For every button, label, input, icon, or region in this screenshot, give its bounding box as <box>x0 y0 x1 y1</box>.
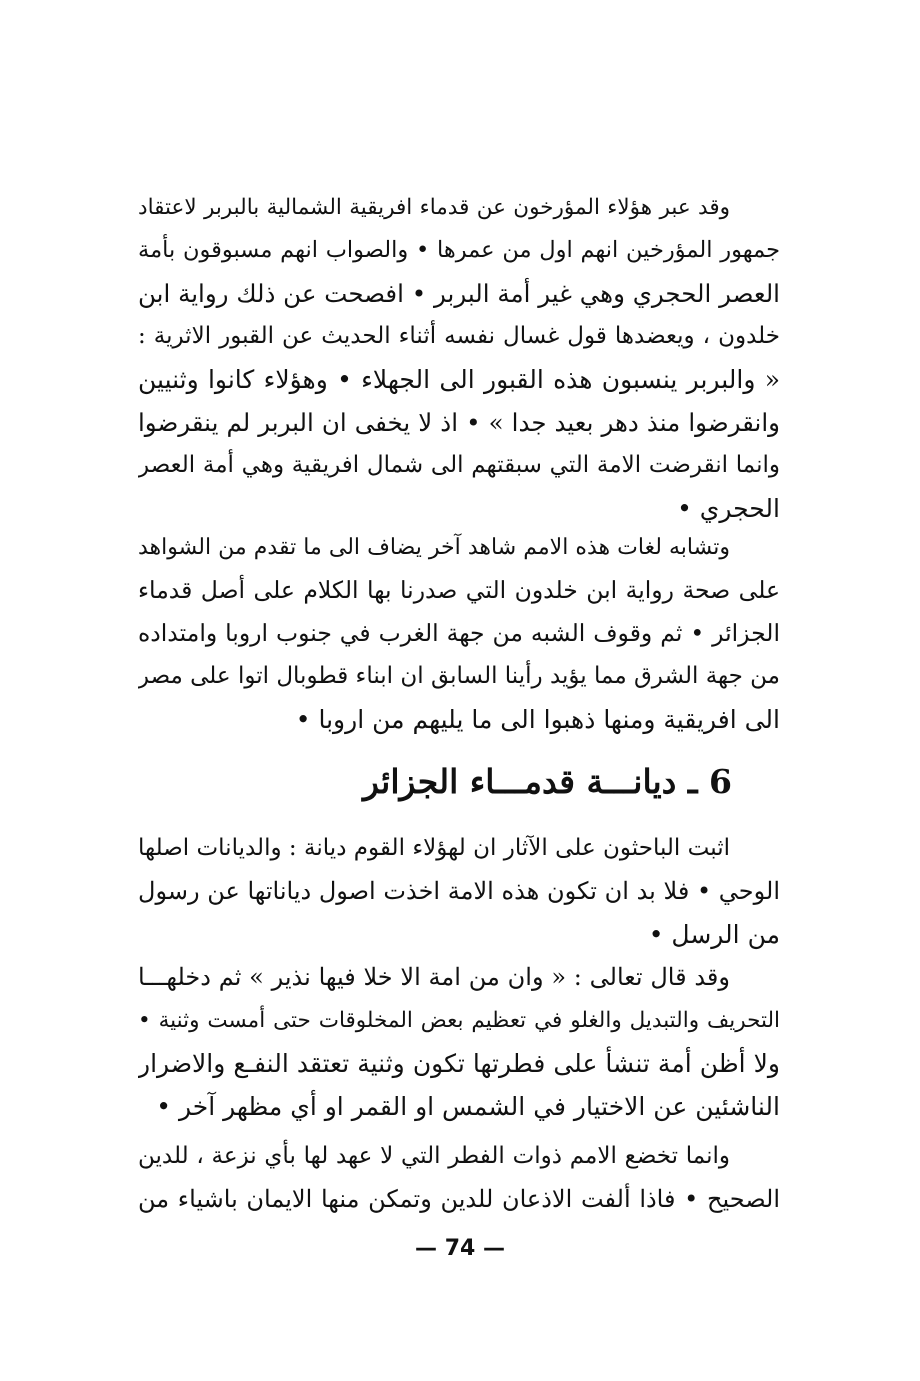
paragraph-language-similarity <box>138 526 780 741</box>
text-line: وقد قال تعالى : « وان من امة الا خلا فيها نذير » ثم دخلهـــا <box>138 963 730 991</box>
text-line: وانقرضوا منذ دهر بعيد جدا » • اذ لا يخفى ان البربر لم ينقرضوا <box>138 408 780 437</box>
text-line: وتشابه لغات هذه الامم شاهد آخر يضاف الى ما تقدم من الشواهد <box>138 535 730 560</box>
text-line: الناشئين عن الاختيار في الشمس او القمر او أي مظهر آخر • <box>156 1092 780 1121</box>
text-line: الى افريقية ومنها ذهبوا الى ما يليهم من اروبا • <box>295 705 780 734</box>
text-line: من جهة الشرق مما يؤيد رأينا السابق ان ابناء قطوبال اتوا على مصر <box>138 663 780 689</box>
text-line: الحجري • <box>677 494 780 523</box>
paragraph-quran-quote <box>138 956 780 1128</box>
text-line: جمهور المؤرخين انهم اول من عمرها • والصواب انهم مسبوقون بأمة <box>138 237 780 263</box>
text-line: التحريف والتبديل والغلو في تعظيم بعض المخلوقات حتى أمست وثنية • <box>138 1008 780 1033</box>
text-line: الجزائر • ثم وقوف الشبه من جهة الغرب في جنوب اروبا وامتداده <box>138 619 780 647</box>
text-line: الوحي • فلا بد ان تكون هذه الامة اخذت اصول دياناتها عن رسول <box>138 877 780 905</box>
text-line: العصر الحجري وهي غير أمة البربر • افصحت عن ذلك رواية ابن <box>138 279 780 308</box>
paragraph-religion-evidence <box>138 827 780 956</box>
text-line: الصحيح • فاذا ألفت الاذعان للدين وتمكن منها الايمان باشياء من <box>138 1185 780 1213</box>
text-line: خلدون ، ويعضدها قول غسال نفسه أثناء الحديث عن القبور الاثرية : <box>138 323 780 349</box>
page-number: — 74 — <box>415 1236 505 1261</box>
paragraph-berber-origins <box>138 186 780 530</box>
text-line: على صحة رواية ابن خلدون التي صدرنا بها الكلام على أصل قدماء <box>138 576 780 604</box>
text-line: وانما انقرضت الامة التي سبقتهم الى شمال افريقية وهي أمة العصر <box>138 452 780 478</box>
text-line: من الرسل • <box>648 920 780 949</box>
text-line: وقد عبر هؤلاء المؤرخون عن قدماء افريقية الشمالية بالبربر لاعتقاد <box>138 195 730 220</box>
text-line: اثبت الباحثون على الآثار ان لهؤلاء القوم ديانة : والديانات اصلها <box>138 835 730 861</box>
section-heading: 6 ـ ديانـــة قدمـــاء الجزائر <box>362 762 732 801</box>
text-line: وانما تخضع الامم ذوات الفطر التي لا عهد لها بأي نزعة ، للدين <box>138 1143 730 1169</box>
text-line: ولا أظن أمة تنشأ على فطرتها تكون وثنية تعتقد النفـع والاضرار <box>138 1049 780 1078</box>
text-line: « والبربر ينسبون هذه القبور الى الجهلاء • وهؤلاء كانوا وثنيين <box>138 365 780 394</box>
paragraph-true-religion <box>138 1135 780 1221</box>
